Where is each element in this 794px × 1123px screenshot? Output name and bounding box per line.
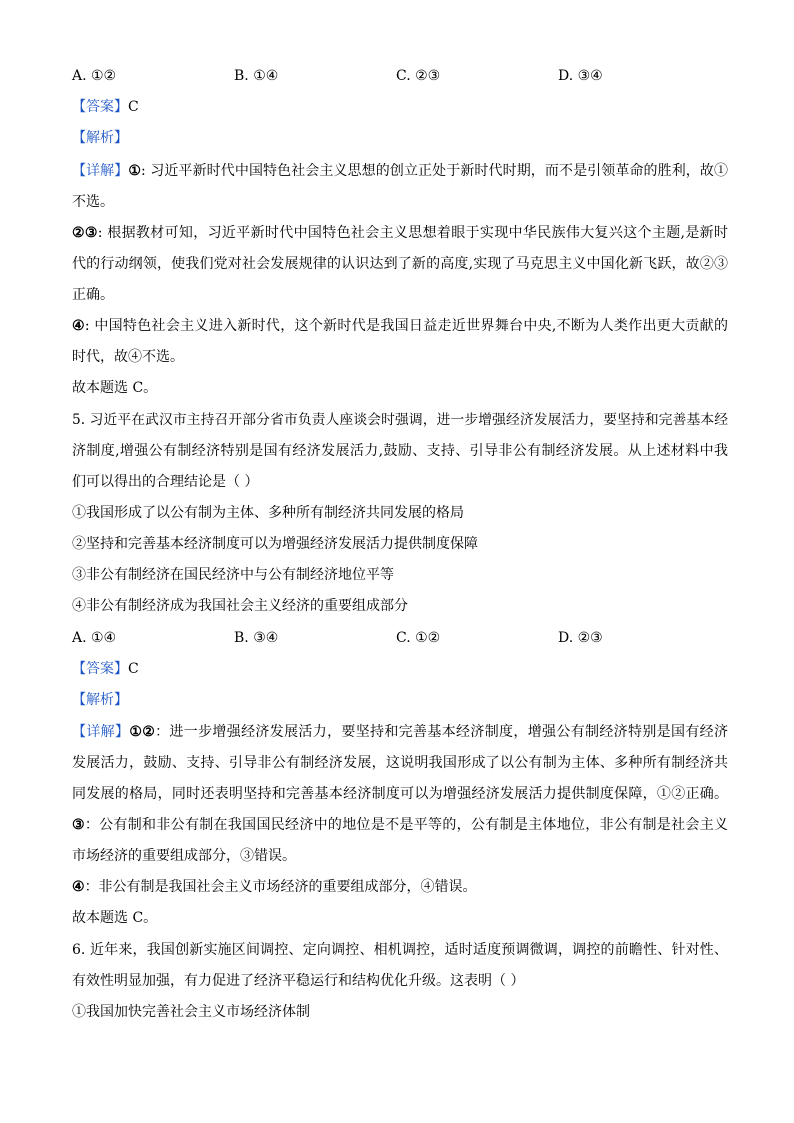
detail-text: : 习近平新时代中国特色社会主义思想的创立正处于新时代时期，而不是引领革命的胜利，故① xyxy=(141,163,728,179)
detail-mark: ④ xyxy=(72,879,85,895)
q5-detail-1-line-3: 同发展的格局，同时还表明坚持和完善基本经济制度可以为增强经济发展活力提供制度保障，①②正确。 xyxy=(72,786,728,802)
q4-analysis-heading xyxy=(72,128,728,148)
detail-text: : 根据教材可知，习近平新时代中国特色社会主义思想着眼于实现中华民族伟大复兴这个主题,是新时 xyxy=(97,225,728,241)
q5-detail-3-line-1 xyxy=(72,877,728,897)
q4-detail-3-line-2: 时代，故④不选。 xyxy=(72,349,184,365)
q4-answer xyxy=(72,97,728,117)
q6-stem-line-1: 6. 近年来，我国创新实施区间调控、定向调控、相机调控，适时适度预调微调，调控的前瞻性、针对性、 xyxy=(72,942,728,958)
q4-detail-2-line-2: 代的行动纲领，使我们党对社会发展规律的认识达到了新的高度,实现了马克思主义中国化新飞跃，故②③ xyxy=(72,256,728,272)
q4-option-b: B. ①④ xyxy=(234,68,279,84)
q5-option-b: B. ③④ xyxy=(234,630,279,646)
q6-item-1: ①我国加快完善社会主义市场经济体制 xyxy=(72,1004,310,1020)
detail-mark: ②③ xyxy=(72,225,98,241)
q5-item-2: ②坚持和完善基本经济制度可以为增强经济发展活力提供制度保障 xyxy=(72,536,478,552)
q5-conclusion: 故本题选 C。 xyxy=(72,910,158,926)
detail-mark: ① xyxy=(128,163,142,179)
detail-text: ：非公有制是我国社会主义市场经济的重要组成部分，④错误。 xyxy=(84,879,477,895)
q4-option-d: D. ③④ xyxy=(558,68,603,84)
q5-answer xyxy=(72,659,728,679)
detail-text: ：公有制和非公有制在我国国民经济中的地位是不是平等的，公有制是主体地位，非公有制是社会主义 xyxy=(84,817,728,833)
answer-tag: 【答案】 xyxy=(72,661,128,677)
q5-item-1: ①我国形成了以公有制为主体、多种所有制经济共同发展的格局 xyxy=(72,505,464,521)
q5-options xyxy=(72,628,728,648)
detail-text: : 中国特色社会主义进入新时代，这个新时代是我国日益走近世界舞台中央,不断为人类作出更大贡献的 xyxy=(84,318,728,334)
q5-stem-line-3: 们可以得出的合理结论是（ ） xyxy=(72,474,259,490)
q4-detail-2-line-1 xyxy=(72,223,728,243)
q5-detail-2-line-1 xyxy=(72,815,728,835)
detail-tag: 【详解】 xyxy=(72,163,129,179)
q5-detail-1-line-1 xyxy=(72,722,728,742)
q4-option-a: A. ①② xyxy=(72,68,117,84)
answer-value: C xyxy=(128,99,139,115)
q5-detail-2-line-2: 市场经济的重要组成部分，③错误。 xyxy=(72,848,296,864)
q4-option-c: C. ②③ xyxy=(396,68,441,84)
detail-mark: ④ xyxy=(72,318,85,334)
q5-item-4: ④非公有制经济成为我国社会主义经济的重要组成部分 xyxy=(72,598,408,614)
q5-analysis-heading xyxy=(72,690,728,710)
q4-detail-1-line-1 xyxy=(72,161,728,181)
q5-option-c: C. ①② xyxy=(396,630,441,646)
detail-tag: 【详解】 xyxy=(72,724,130,740)
analysis-tag: 【解析】 xyxy=(72,130,128,146)
q4-detail-3-line-1 xyxy=(72,316,728,336)
detail-mark: ①② xyxy=(129,724,156,740)
q5-option-a: A. ①④ xyxy=(72,630,117,646)
q4-detail-2-line-3: 正确。 xyxy=(72,287,114,303)
q4-conclusion: 故本题选 C。 xyxy=(72,380,158,396)
answer-tag: 【答案】 xyxy=(72,99,128,115)
detail-mark: ③ xyxy=(72,817,85,833)
analysis-tag: 【解析】 xyxy=(72,692,128,708)
detail-text: ：进一步增强经济发展活力，要坚持和完善基本经济制度，增强公有制经济特别是国有经济 xyxy=(155,724,728,740)
answer-value: C xyxy=(128,661,139,677)
q5-option-d: D. ②③ xyxy=(558,630,603,646)
q4-options xyxy=(72,66,728,86)
q5-item-3: ③非公有制经济在国民经济中与公有制经济地位平等 xyxy=(72,567,394,583)
q5-stem-line-1: 5. 习近平在武汉市主持召开部分省市负责人座谈会时强调，进一步增强经济发展活力，要坚持和完善基本经 xyxy=(72,412,728,428)
q6-stem-line-2: 有效性明显加强，有力促进了经济平稳运行和结构优化升级。这表明（ ） xyxy=(72,973,525,989)
q4-detail-1-line-2: 不选。 xyxy=(72,194,114,210)
q5-stem-line-2: 济制度,增强公有制经济特别是国有经济发展活力,鼓励、支持、引导非公有制经济发展。从上述材料中我 xyxy=(72,443,728,459)
q5-detail-1-line-2: 发展活力，鼓励、支持、引导非公有制经济发展，这说明我国形成了以公有制为主体、多种所有制经济共 xyxy=(72,755,728,771)
